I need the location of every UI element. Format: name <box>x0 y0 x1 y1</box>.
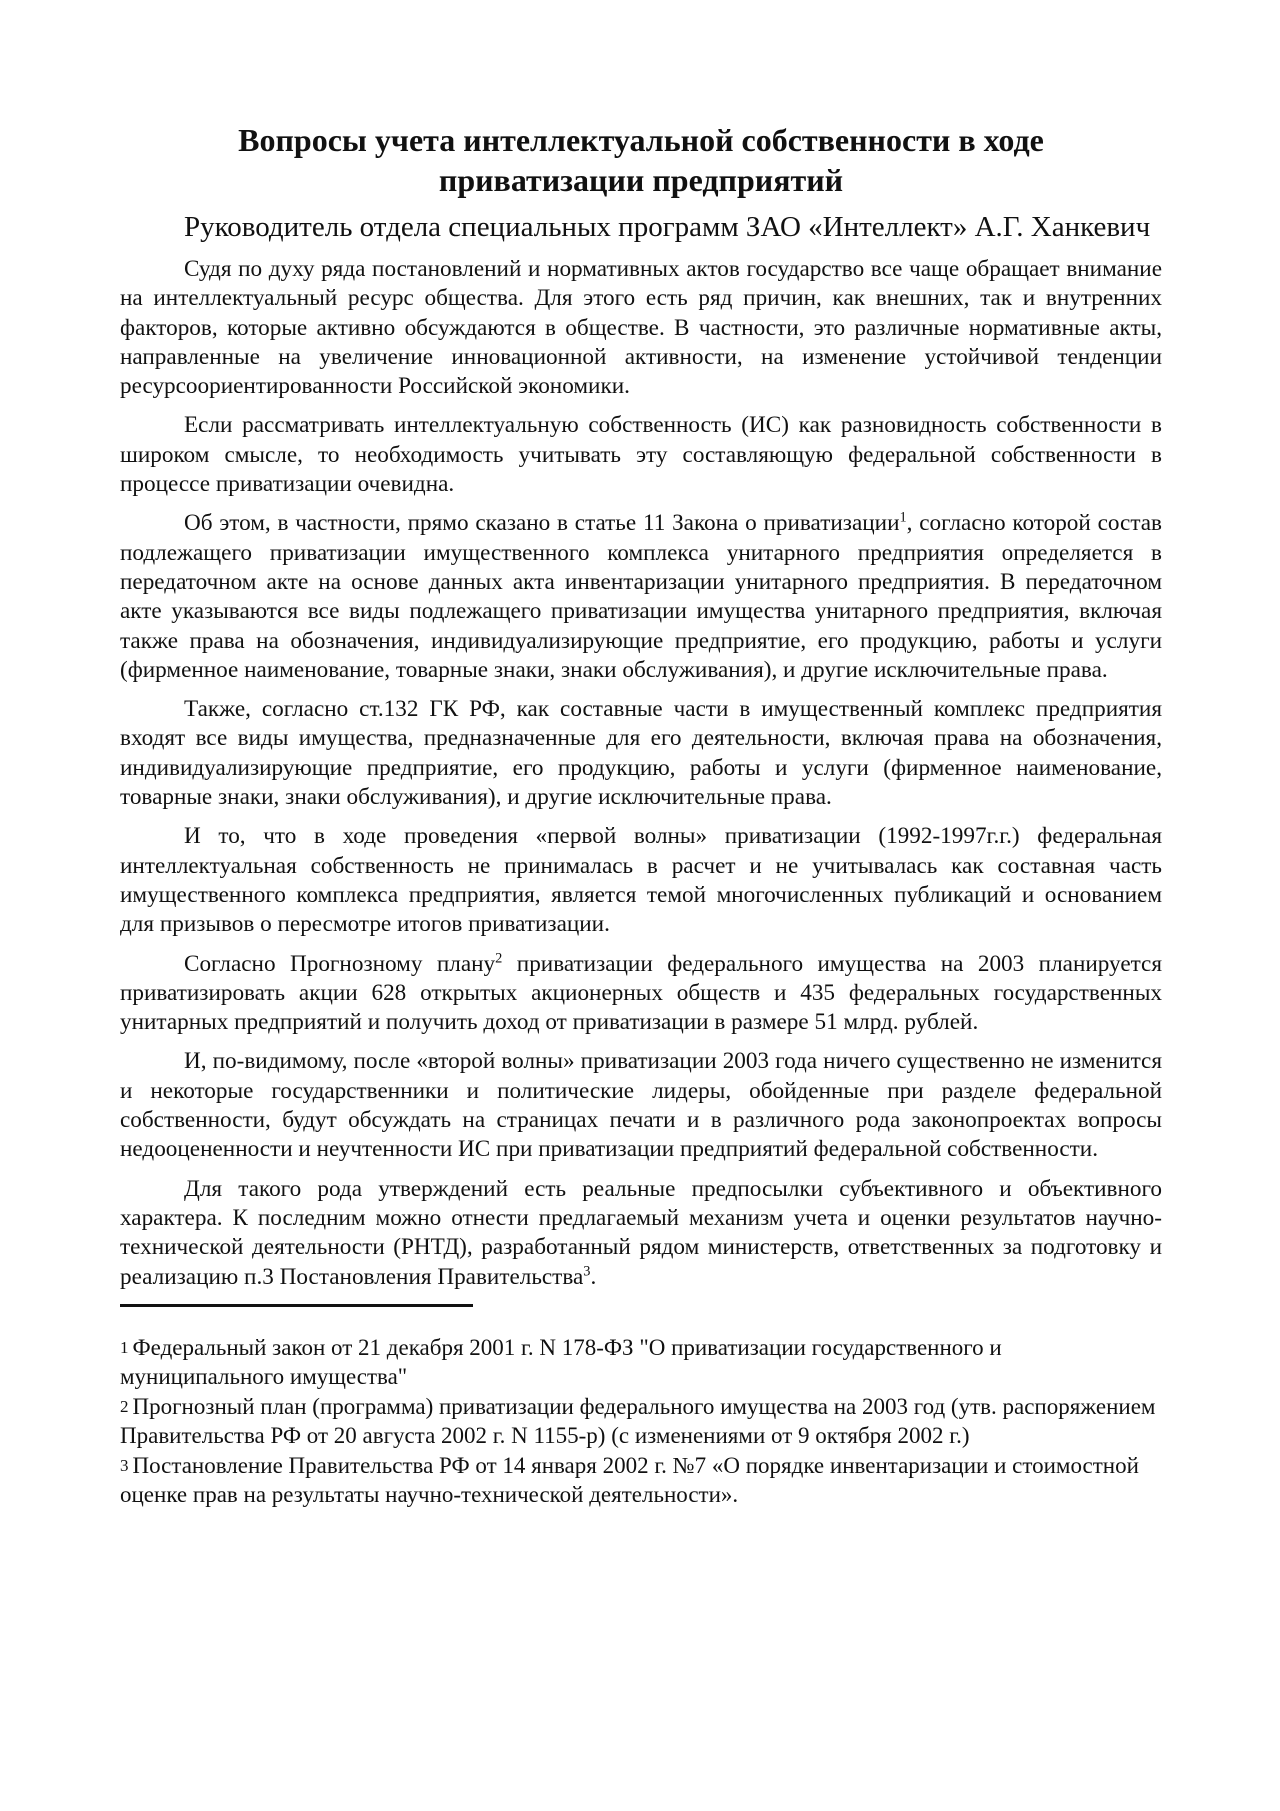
footnote-1-mark: 1 <box>120 1337 129 1357</box>
footnote-ref-2[interactable]: 2 <box>495 949 503 966</box>
footnote-ref-3[interactable]: 3 <box>583 1262 591 1279</box>
paragraph-8-text-b: . <box>590 1263 597 1290</box>
footnote-separator <box>120 1304 473 1307</box>
paragraph-6-text-b: приватизации федерального имущества на 2003 планируется приватизировать акции 628 открытых акционерных обществ и 435 федеральных государственных унитарных предприятий и получить доход от приватизации в размере 51 млрд. рублей. <box>120 950 1162 1036</box>
footnote-ref-1[interactable]: 1 <box>899 509 907 526</box>
title-line-2: приватизации предприятий <box>438 162 844 198</box>
paragraph-4: Также, согласно ст.132 ГК РФ, как составные части в имущественный комплекс предприятия входят все виды имущества, предназначенные для его деятельности, включая права на обозначения, индивидуализирующие предприятие, его продукцию, работы и услуги (фирменное наименование, товарные знаки, знаки обслуживания), и другие исключительные права. <box>120 696 1162 811</box>
paragraph-3 <box>120 509 1162 685</box>
footnote-1-text: Федеральный закон от 21 декабря 2001 г. N 178-ФЗ "О приватизации государственного и муниципального имущества" <box>120 1334 1002 1390</box>
paragraph-6 <box>120 950 1162 1038</box>
paragraph-8 <box>120 1175 1162 1292</box>
footnote-2-text: Прогнозный план (программа) приватизации федерального имущества на 2003 год (утв. распоряжением Правительства РФ от 20 августа 2002 г. N 1155-р) (с изменениями от 9 октября 2002 г.) <box>120 1393 1156 1449</box>
footnote-3 <box>120 1451 1162 1510</box>
footnote-3-mark: 3 <box>120 1455 129 1475</box>
paragraph-6-text-a: Согласно Прогнозному плану <box>184 950 496 977</box>
document-title <box>120 120 1162 200</box>
paragraph-5: И то, что в ходе проведения «первой волны» приватизации (1992-1997г.г.) федеральная интеллектуальная собственность не принималась в расчет и не учитывалась как составная часть имущественного комплекса предприятия, является темой многочисленных публикаций и основанием для призывов о пересмотре итогов приватизации. <box>120 823 1162 938</box>
footnote-2 <box>120 1392 1162 1451</box>
paragraph-3-text-b: , согласно которой состав подлежащего приватизации имущественного комплекса унитарного предприятия определяется в передаточном акте на основе данных акта инвентаризации унитарного предприятия. В передаточном акте указываются все виды подлежащего приватизации имущества унитарного предприятия, включая также права на обозначения, индивидуализирующие предприятие, его продукцию, работы и услуги (фирменное наименование, товарные знаки, знаки обслуживания), и другие исключительные права. <box>120 510 1162 683</box>
footnote-2-mark: 2 <box>120 1396 129 1416</box>
paragraph-8-text-a: Для такого рода утверждений есть реальные предпосылки субъективного и объективного характера. К последним можно отнести предлагаемый механизм учета и оценки результатов научно-технической деятельности (РНТД), разработанный рядом министерств, ответственных за подготовку и реализацию п.3 Постановления Правительства <box>120 1175 1162 1290</box>
footnotes <box>120 1333 1162 1510</box>
paragraph-1: Судя по духу ряда постановлений и нормативных актов государство все чаще обращает внимание на интеллектуальный ресурс общества. Для этого есть ряд причин, как внешних, так и внутренних факторов, которые активно обсуждаются в обществе. В частности, это различные нормативные акты, направленные на увеличение инновационной активности, на изменение устойчивой тенденции ресурсоориентированности Российской экономики. <box>120 256 1162 400</box>
footnote-3-text: Постановление Правительства РФ от 14 января 2002 г. №7 «О порядке инвентаризации и стоимостной оценке прав на результаты научно-технической деятельности». <box>120 1452 1139 1508</box>
title-line-1: Вопросы учета интеллектуальной собственности в ходе <box>238 122 1044 158</box>
footnote-1 <box>120 1333 1162 1392</box>
paragraph-3-text-a: Об этом, в частности, прямо сказано в статье 11 Закона о приватизации <box>184 510 900 537</box>
paragraph-2: Если рассматривать интеллектуальную собственность (ИС) как разновидность собственности в широком смысле, то необходимость учитывать эту составляющую федеральной собственности в процессе приватизации очевидна. <box>120 412 1162 498</box>
author-line: Руководитель отдела специальных программ ЗАО «Интеллект» А.Г. Ханкевич <box>184 211 1151 243</box>
paragraph-7: И, по-видимому, после «второй волны» приватизации 2003 года ничего существенно не изменится и некоторые государственники и политические лидеры, обойденные при разделе федеральной собственности, будут обсуждать на страницах печати и в различного рода законопроектах вопросы недооцененности и неучтенности ИС при приватизации предприятий федеральной собственности. <box>120 1048 1162 1163</box>
document-page <box>120 120 1162 1510</box>
